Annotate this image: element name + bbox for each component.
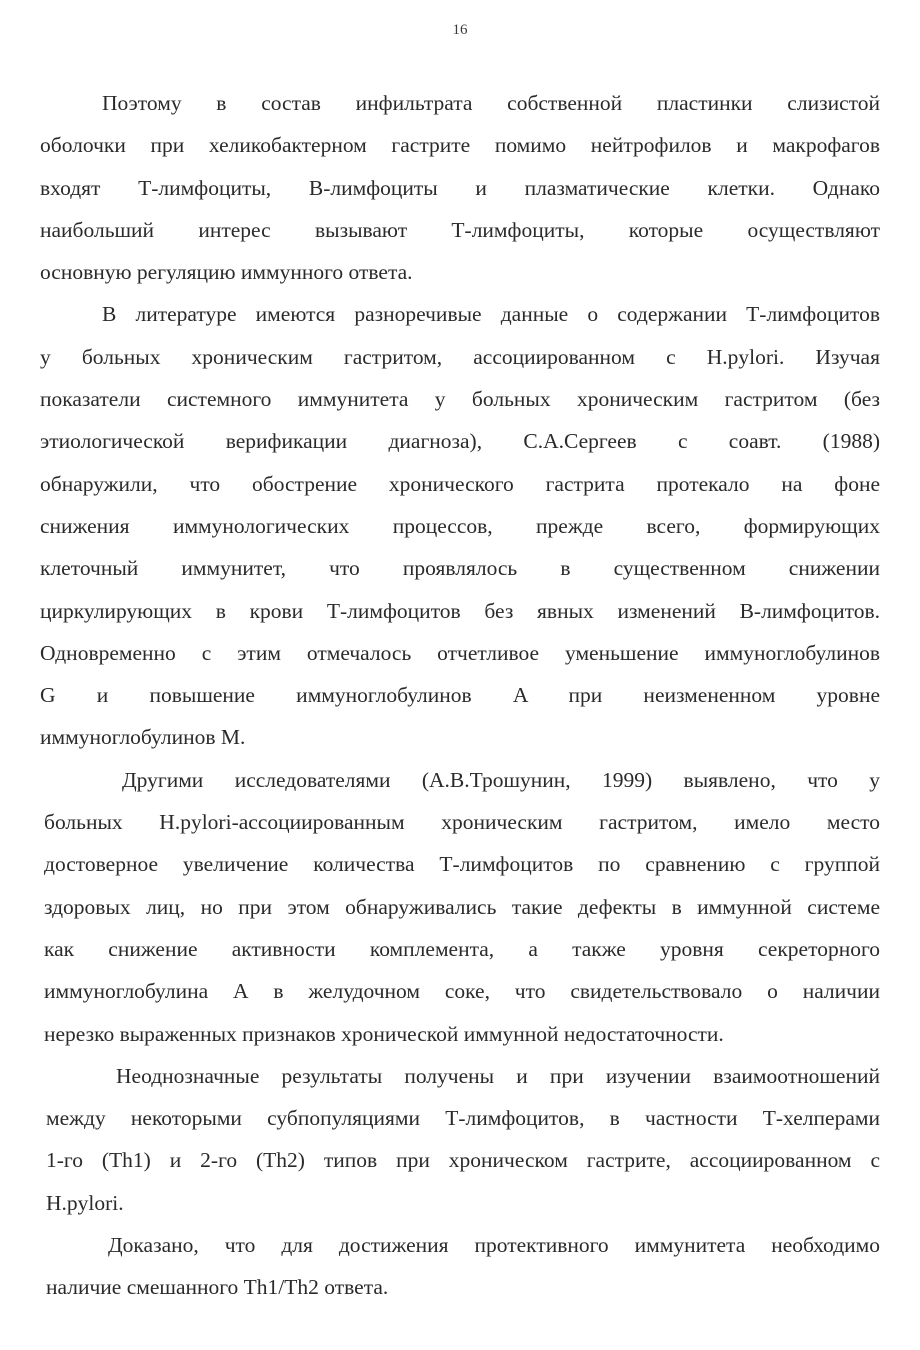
text-line: В литературе имеются разноречивые данные о содержании Т-лимфоцитов: [102, 302, 880, 327]
text-line: обнаружили, что обострение хронического гастрита протекало на фоне: [40, 471, 880, 496]
text-line: как снижение активности комплемента, а также уровня секреторного: [44, 936, 880, 961]
text-line: снижения иммунологических процессов, прежде всего, формирующих: [40, 513, 880, 538]
text-line: у больных хроническим гастритом, ассоциированном с H.pylori. Изучая: [40, 344, 880, 369]
text-line: достоверное увеличение количества Т-лимфоцитов по сравнению с группой: [44, 852, 880, 877]
body-text: [40, 82, 880, 1309]
text-line: G и повышение иммуноглобулинов A при неизмененном уровне: [40, 683, 880, 708]
text-line: больных H.pylori-ассоциированным хроническим гастритом, имело место: [44, 810, 880, 835]
text-line: циркулирующих в крови Т-лимфоцитов без явных изменений В-лимфоцитов.: [40, 598, 880, 623]
text-line: нерезко выраженных признаков хронической иммунной недостаточности.: [44, 1021, 724, 1046]
text-line: Другими исследователями (А.В.Трошунин, 1999) выявлено, что у: [122, 767, 880, 792]
text-line: 1-го (Th1) и 2-го (Th2) типов при хроническом гастрите, ассоциированном с: [46, 1148, 880, 1173]
text-line: Неоднозначные результаты получены и при изучении взаимоотношений: [116, 1063, 880, 1088]
paragraph-2: [40, 293, 880, 758]
text-line: иммуноглобулинов М.: [40, 725, 246, 750]
text-line: здоровых лиц, но при этом обнаруживались такие дефекты в иммунной системе: [44, 894, 880, 919]
text-line: клеточный иммунитет, что проявлялось в существенном снижении: [40, 556, 880, 581]
text-line: этиологической верификации диагноза), С.А.Сергеев с соавт. (1988): [40, 429, 880, 454]
text-line: иммуноглобулина А в желудочном соке, что свидетельствовало о наличии: [44, 979, 880, 1004]
page-number: 16: [452, 22, 468, 38]
text-line: основную регуляцию иммунного ответа.: [40, 260, 413, 285]
paragraph-5: [46, 1224, 880, 1309]
paragraph-1: [40, 82, 880, 293]
text-line: входят Т-лимфоциты, В-лимфоциты и плазматические клетки. Однако: [40, 175, 880, 200]
text-line: между некоторыми субпопуляциями Т-лимфоцитов, в частности Т-хелперами: [46, 1106, 880, 1131]
paragraph-3: [44, 759, 880, 1055]
text-line: Доказано, что для достижения протективного иммунитета необходимо: [108, 1233, 880, 1258]
text-line: показатели системного иммунитета у больных хроническим гастритом (без: [40, 387, 880, 412]
text-line: Одновременно с этим отмечалось отчетливое уменьшение иммуноглобулинов: [40, 640, 880, 665]
paragraph-4: [46, 1055, 880, 1224]
text-line: наибольший интерес вызывают Т-лимфоциты, которые осуществляют: [40, 217, 880, 242]
text-line: оболочки при хеликобактерном гастрите помимо нейтрофилов и макрофагов: [40, 133, 880, 158]
text-line: наличие смешанного Th1/Th2 ответа.: [46, 1275, 389, 1300]
text-line: Поэтому в состав инфильтрата собственной пластинки слизистой: [102, 91, 880, 115]
text-line: H.pylori.: [46, 1190, 124, 1215]
